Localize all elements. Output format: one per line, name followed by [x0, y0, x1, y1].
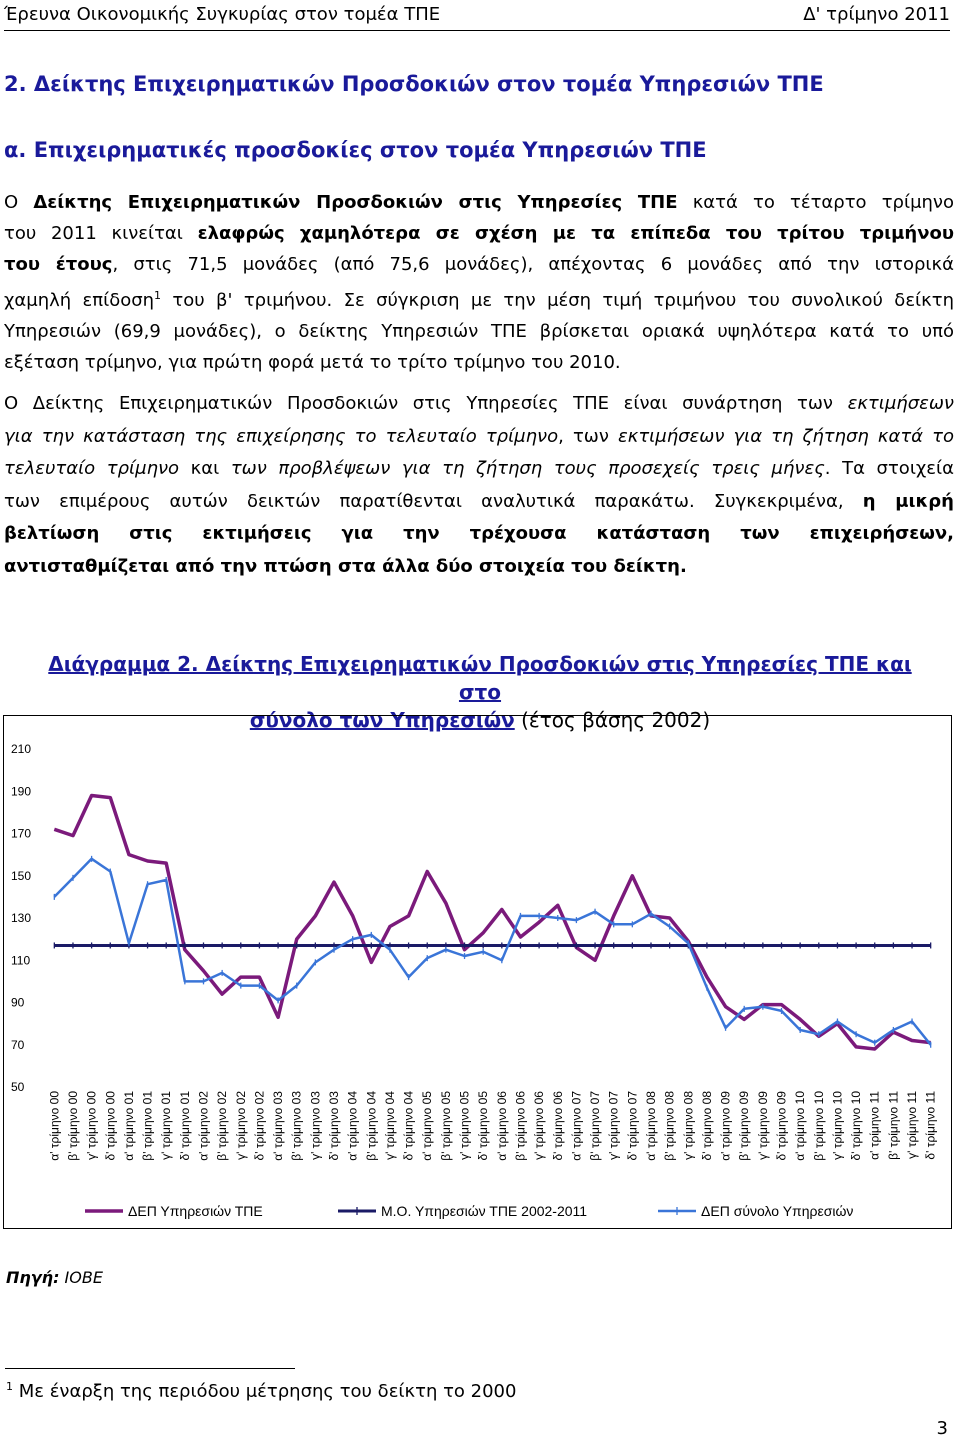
- y-tick-label: 190: [11, 784, 32, 799]
- x-tick-label: δ' τρίμηνο 08: [699, 1091, 714, 1161]
- x-tick-label: δ' τρίμηνο 02: [252, 1091, 267, 1161]
- x-tick-label: α' τρίμηνο 02: [196, 1091, 211, 1161]
- x-tick-label: β' τρίμηνο 02: [215, 1091, 230, 1161]
- x-tick-label: γ' τρίμηνο 07: [606, 1091, 621, 1160]
- x-tick-label: δ' τρίμηνο 01: [177, 1091, 192, 1161]
- x-tick-label: α' τρίμηνο 00: [47, 1091, 62, 1161]
- x-tick-label: α' τρίμηνο 01: [121, 1091, 136, 1161]
- x-tick-label: β' τρίμηνο 08: [662, 1091, 677, 1161]
- x-tick-label: β' τρίμηνο 06: [513, 1091, 528, 1161]
- x-tick-label: δ' τρίμηνο 04: [401, 1091, 416, 1161]
- subsection-title: α. Επιχειρηματικές προσδοκίες στον τομέα Υπηρεσιών ΤΠΕ: [4, 138, 707, 162]
- x-tick-label: δ' τρίμηνο 07: [625, 1091, 640, 1161]
- chart-container: [3, 715, 953, 1230]
- x-tick-label: γ' τρίμηνο 05: [457, 1091, 472, 1160]
- paragraph-1-line: Υπηρεσιών (69,9 μονάδες), ο δείκτης Υπηρεσιών ΤΠΕ βρίσκεται οριακά υψηλότερα κατά το υπό: [4, 321, 954, 342]
- y-tick-label: 150: [11, 868, 32, 883]
- legend-label: ΔΕΠ σύνολο Υπηρεσιών: [701, 1203, 854, 1219]
- x-tick-label: α' τρίμηνο 06: [494, 1091, 509, 1161]
- y-tick-label: 130: [11, 911, 32, 925]
- paragraph-2-line: Ο Δείκτης Επιχειρηματικών Προσδοκιών στις Υπηρεσίες ΤΠΕ είναι συνάρτηση των εκτιμήσεων: [4, 393, 954, 414]
- x-tick-label: δ' τρίμηνο 03: [327, 1091, 342, 1161]
- paragraph-2-line: αντισταθμίζεται από την πτώση στα άλλα δύο στοιχεία του δείκτη.: [4, 555, 687, 577]
- x-tick-label: β' τρίμηνο 04: [364, 1091, 379, 1161]
- x-tick-label: γ' τρίμηνο 08: [681, 1091, 696, 1160]
- x-tick-label: δ' τρίμηνο 06: [550, 1091, 565, 1161]
- y-tick-label: 50: [11, 1080, 25, 1094]
- paragraph-1-line: Ο Δείκτης Επιχειρηματικών Προσδοκιών στις Υπηρεσίες ΤΠΕ κατά το τέταρτο τρίμηνο: [4, 192, 954, 213]
- x-tick-label: γ' τρίμηνο 06: [532, 1091, 547, 1160]
- x-tick-label: δ' τρίμηνο 00: [103, 1091, 118, 1161]
- page-number: 3: [936, 1418, 948, 1439]
- footnote-ref[interactable]: 1: [154, 289, 162, 302]
- x-tick-label: β' τρίμηνο 05: [438, 1091, 453, 1161]
- x-tick-label: β' τρίμηνο 01: [140, 1091, 155, 1161]
- legend-label: Μ.Ο. Υπηρεσιών ΤΠΕ 2002-2011: [381, 1203, 588, 1219]
- source-note: Πηγή: ΙΟΒΕ: [6, 1268, 103, 1287]
- footnote: $^1$ Με έναρξη της περιόδου μέτρησης του δείκτη το 2000: [6, 1380, 517, 1402]
- y-tick-label: 210: [11, 742, 32, 756]
- x-tick-label: β' τρίμηνο 00: [65, 1091, 80, 1161]
- paragraph-1-line: του έτους, στις 71,5 μονάδες (από 75,6 μονάδες), απέχοντας 6 μονάδες από την ιστορικά: [4, 254, 954, 275]
- figure-title: Διάγραμμα 2. Δείκτης Επιχειρηματικών Προσδοκιών στις Υπηρεσίες ΤΠΕ και στο σύνολο των Υπηρεσιών (έτος βάσης 2002): [48, 652, 912, 732]
- x-tick-label: β' τρίμηνο 07: [588, 1091, 603, 1161]
- paragraph-2-line: για την κατάσταση της επιχείρησης το τελευταίο τρίμηνο, των εκτιμήσεων για τη ζήτηση κατά το: [4, 425, 954, 447]
- x-tick-label: β' τρίμηνο 11: [886, 1091, 901, 1160]
- header-rule: [4, 30, 950, 31]
- line-chart: [3, 715, 953, 1230]
- x-tick-label: γ' τρίμηνο 03: [308, 1091, 323, 1160]
- x-tick-label: α' τρίμηνο 05: [420, 1091, 435, 1161]
- x-tick-label: α' τρίμηνο 04: [345, 1091, 360, 1161]
- x-tick-label: γ' τρίμηνο 02: [233, 1091, 248, 1160]
- paragraph-2-line: των επιμέρους αυτών δεικτών παρατίθενται αναλυτικά παρακάτω. Συγκεκριμένα, η μικρή: [4, 490, 954, 512]
- y-tick-label: 90: [11, 995, 25, 1010]
- x-tick-label: β' τρίμηνο 09: [737, 1091, 752, 1161]
- x-tick-label: γ' τρίμηνο 10: [830, 1091, 845, 1160]
- series-line: [54, 796, 930, 1050]
- paragraph-1-line: χαμηλή επίδοση$^1$ του β' τριμήνου. Σε σύγκριση με την μέση τιμή τριμήνου του συνολικού δείκτη: [4, 289, 954, 311]
- y-tick-label: 70: [11, 1037, 25, 1052]
- paragraph-1-line: εξέταση τρίμηνο, για πρώτη φορά μετά το τρίτο τρίμηνο του 2010.: [4, 352, 621, 373]
- x-tick-label: α' τρίμηνο 11: [867, 1091, 882, 1160]
- x-tick-label: α' τρίμηνο 07: [569, 1091, 584, 1161]
- y-tick-label: 170: [11, 826, 32, 841]
- y-tick-label: 110: [11, 953, 31, 968]
- paragraph-2-line: τελευταίο τρίμηνο και των προβλέψεων για τη ζήτηση τους προσεχείς τρεις μήνες. Τα στοιχεία: [4, 458, 954, 479]
- x-tick-label: α' τρίμηνο 09: [718, 1091, 733, 1161]
- paragraph-2-line: βελτίωση στις εκτιμήσεις για την τρέχουσα κατάσταση των επιχειρήσεων,: [4, 523, 954, 544]
- header-report-title: Έρευνα Οικονομικής Συγκυρίας στον τομέα ΤΠΕ: [4, 4, 441, 25]
- x-tick-label: α' τρίμηνο 10: [793, 1091, 808, 1161]
- x-tick-label: α' τρίμηνο 08: [643, 1091, 658, 1161]
- footnote-rule: [5, 1368, 295, 1369]
- x-tick-label: δ' τρίμηνο 05: [476, 1091, 491, 1161]
- paragraph-1-line: του 2011 κινείται ελαφρώς χαμηλότερα σε σχέση με τα επίπεδα του τρίτου τριμήνου: [4, 223, 954, 244]
- x-tick-label: δ' τρίμηνο 11: [923, 1091, 938, 1160]
- x-tick-label: γ' τρίμηνο 04: [382, 1091, 397, 1160]
- x-tick-label: δ' τρίμηνο 09: [774, 1091, 789, 1161]
- header-quarter: Δ' τρίμηνο 2011: [803, 4, 950, 25]
- paragraph-1: [4, 187, 954, 378]
- x-tick-label: β' τρίμηνο 10: [811, 1091, 826, 1161]
- section-title: 2. Δείκτης Επιχειρηματικών Προσδοκιών στον τομέα Υπηρεσιών ΤΠΕ: [4, 72, 824, 96]
- x-tick-label: γ' τρίμηνο 09: [755, 1091, 770, 1160]
- x-tick-label: γ' τρίμηνο 00: [84, 1091, 99, 1160]
- legend-label: ΔΕΠ Υπηρεσιών ΤΠΕ: [128, 1203, 263, 1219]
- x-tick-label: γ' τρίμηνο 01: [159, 1091, 174, 1160]
- x-tick-label: δ' τρίμηνο 10: [849, 1091, 864, 1161]
- page-header: [4, 0, 950, 32]
- paragraph-2: [4, 388, 954, 583]
- x-tick-label: β' τρίμηνο 03: [289, 1091, 304, 1161]
- x-tick-label: α' τρίμηνο 03: [271, 1091, 286, 1161]
- x-tick-label: γ' τρίμηνο 11: [905, 1091, 920, 1159]
